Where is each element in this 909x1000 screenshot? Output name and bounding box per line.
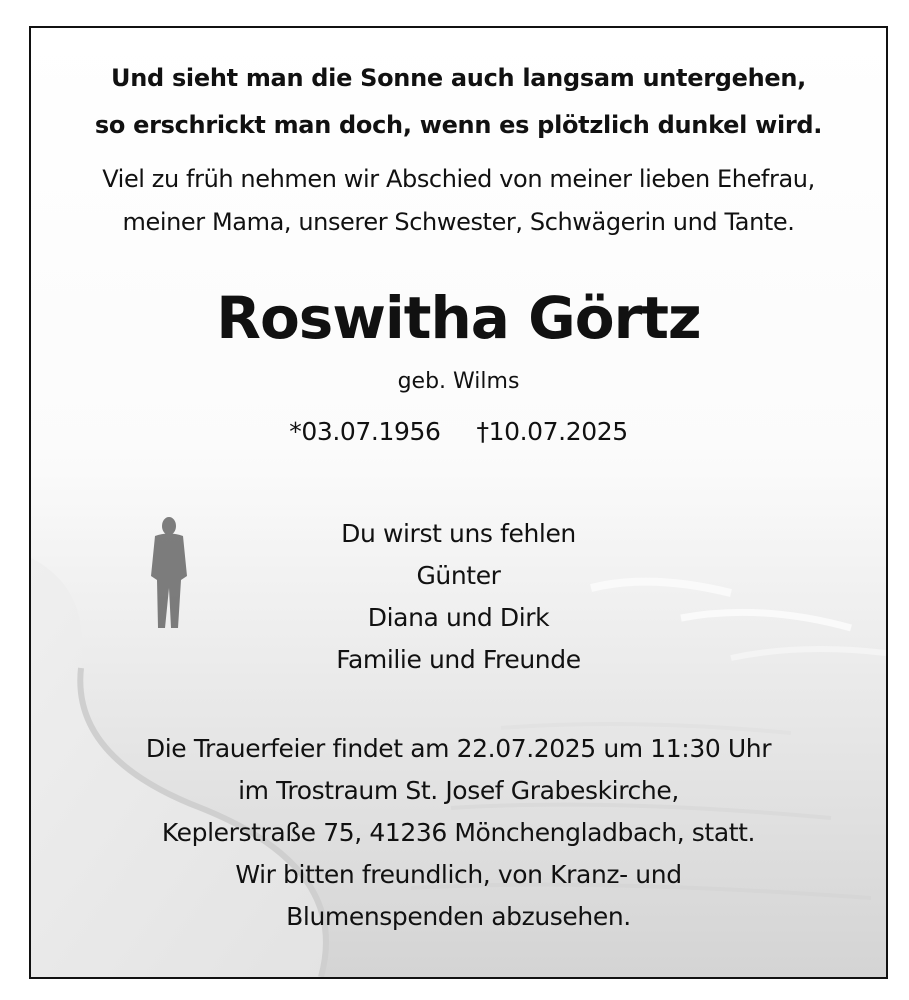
service-line-3: Keplerstraße 75, 41236 Mönchengladbach, statt.: [161, 818, 756, 847]
service-line-1: Die Trauerfeier findet am 22.07.2025 um 11:30 Uhr: [145, 734, 772, 763]
obituary-content: [31, 28, 886, 977]
deceased-name: Roswitha Görtz: [216, 284, 701, 352]
obituary-frame: [29, 26, 888, 979]
death-date: †10.07.2025: [476, 417, 628, 446]
signers-line-2: Günter: [416, 561, 501, 590]
motto-line-1: Und sieht man die Sonne auch langsam untergehen,: [111, 64, 806, 92]
signers-line-4: Familie und Freunde: [336, 645, 581, 674]
service-line-4: Wir bitten freundlich, von Kranz- und: [235, 860, 682, 889]
life-dates: [31, 417, 886, 446]
intro-line-1: Viel zu früh nehmen wir Abschied von meiner lieben Ehefrau,: [102, 165, 815, 193]
signers-line-3: Diana und Dirk: [367, 603, 550, 632]
birth-name: geb. Wilms: [397, 369, 520, 394]
service-line-5: Blumenspenden abzusehen.: [286, 902, 631, 931]
birth-date: *03.07.1956: [289, 417, 441, 446]
motto-line-2: so erschrickt man doch, wenn es plötzlich dunkel wird.: [94, 111, 823, 139]
service-line-2: im Trostraum St. Josef Grabeskirche,: [238, 776, 679, 805]
intro-line-2: meiner Mama, unserer Schwester, Schwägerin und Tante.: [122, 208, 795, 236]
signers-line-1: Du wirst uns fehlen: [341, 519, 576, 548]
